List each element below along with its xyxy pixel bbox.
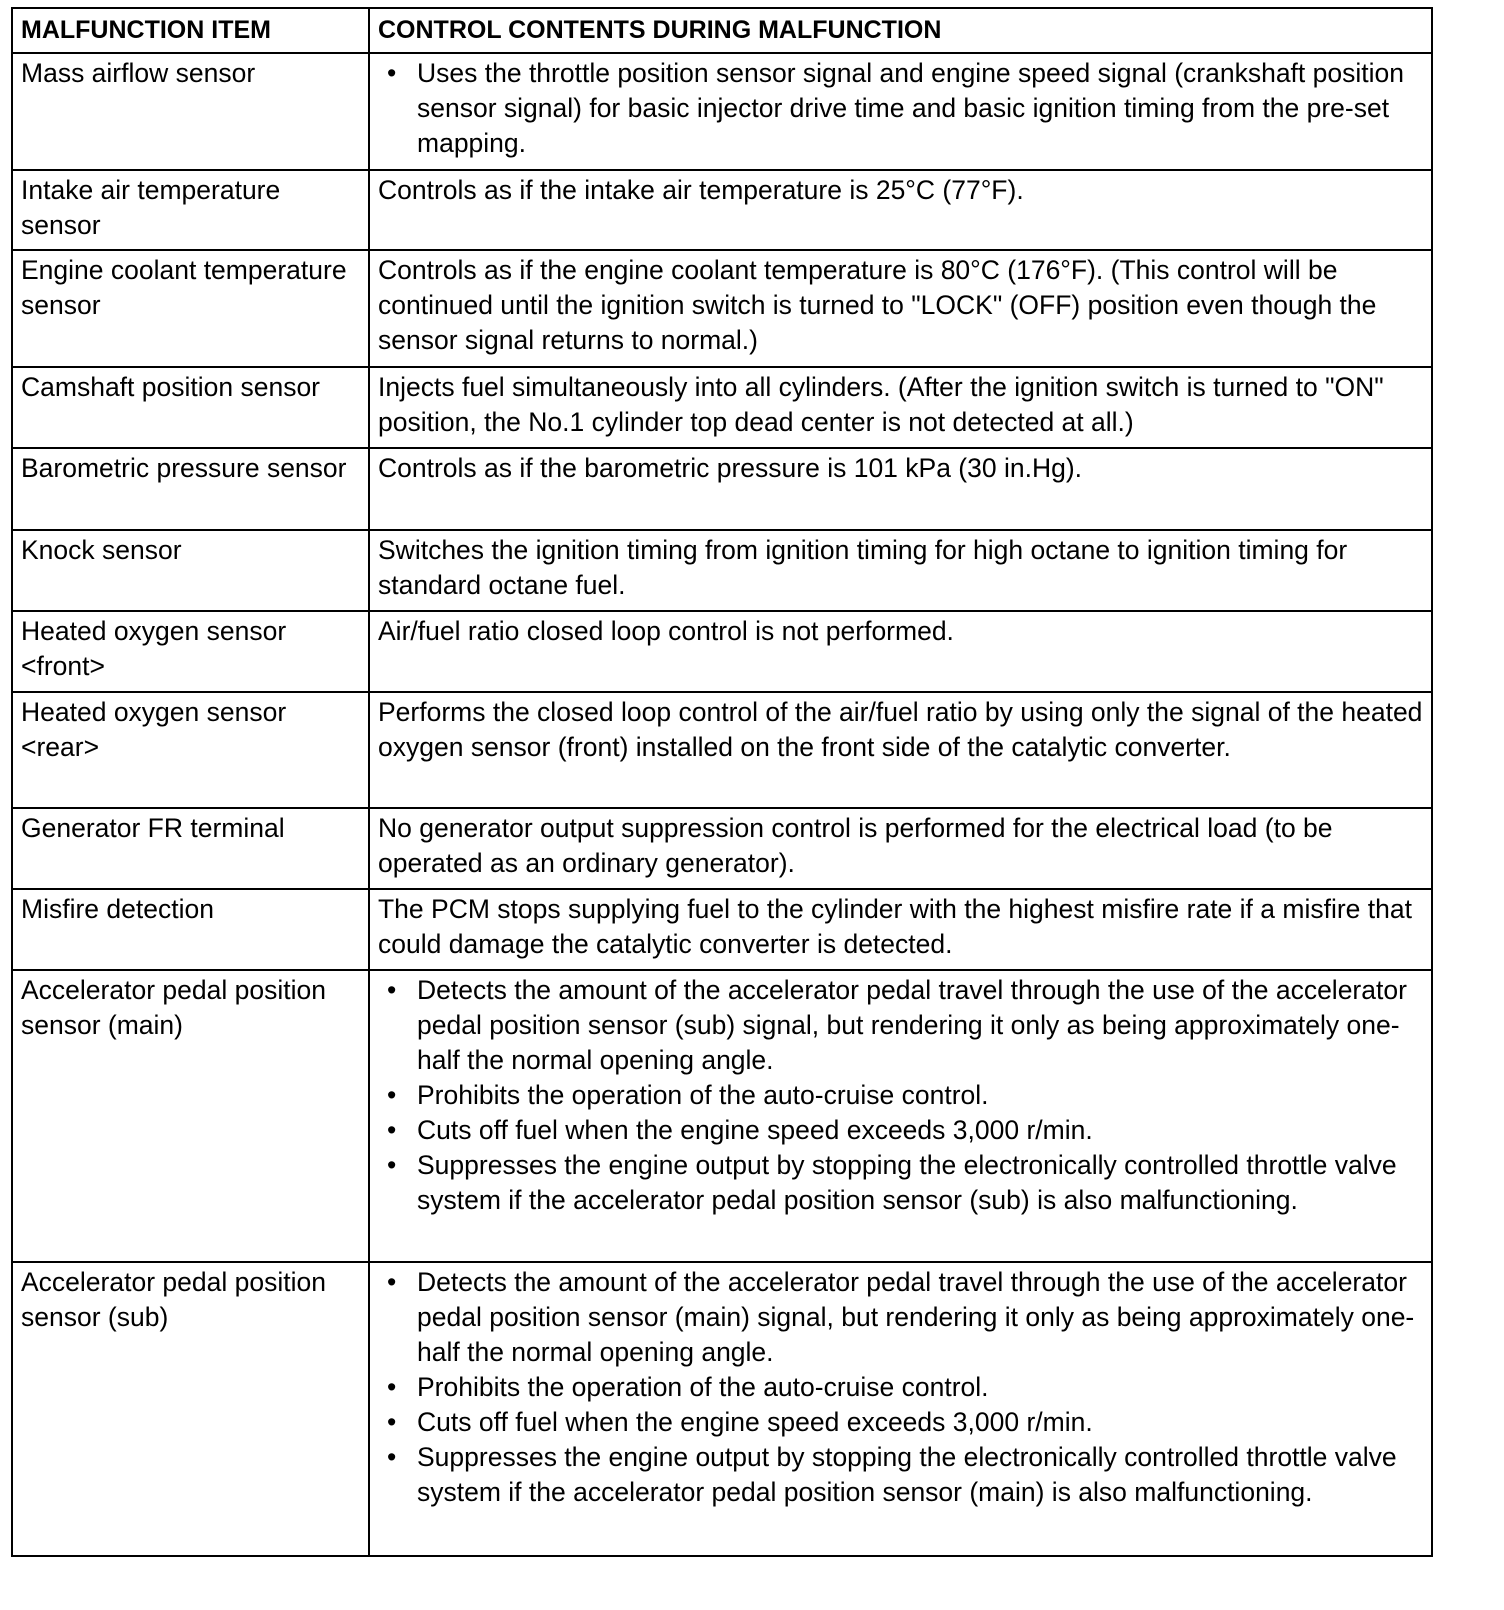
table-row — [12, 448, 1432, 530]
malfunction-item: Engine coolant temperature sensor — [12, 250, 369, 367]
control-contents: Controls as if the engine coolant temperature is 80°C (176°F). (This control will be continued until the ignition switch is turned to "LOCK" (OFF) position even though the sensor signal returns to normal.) — [369, 250, 1432, 367]
bullet-item: • Cuts off fuel when the engine speed exceeds 3,000 r/min. — [417, 1113, 1423, 1148]
malfunction-item: Knock sensor — [12, 530, 369, 611]
bullet-item: • Suppresses the engine output by stopping the electronically controlled throttle valve system if the accelerator pedal position sensor (main) is also malfunctioning. — [417, 1440, 1423, 1510]
bullet-list — [378, 973, 1423, 1218]
control-contents — [369, 970, 1432, 1262]
table-row — [12, 889, 1432, 970]
control-contents — [369, 53, 1432, 170]
table-row — [12, 611, 1432, 692]
table-row — [12, 170, 1432, 250]
table-row — [12, 530, 1432, 611]
table-row — [12, 1262, 1432, 1556]
malfunction-control-table — [11, 7, 1433, 1557]
control-contents: Performs the closed loop control of the air/fuel ratio by using only the signal of the heated oxygen sensor (front) installed on the front side of the catalytic converter. — [369, 692, 1432, 808]
table-body — [12, 53, 1432, 1556]
control-contents: No generator output suppression control is performed for the electrical load (to be operated as an ordinary generator). — [369, 808, 1432, 889]
table-row — [12, 692, 1432, 808]
table-row — [12, 250, 1432, 367]
malfunction-item: Misfire detection — [12, 889, 369, 970]
bullet-item: • Prohibits the operation of the auto-cruise control. — [417, 1370, 1423, 1405]
malfunction-item: Intake air temperature sensor — [12, 170, 369, 250]
malfunction-item: Accelerator pedal position sensor (main) — [12, 970, 369, 1262]
bullet-item: • Prohibits the operation of the auto-cruise control. — [417, 1078, 1423, 1113]
control-contents: Switches the ignition timing from ignition timing for high octane to ignition timing for standard octane fuel. — [369, 530, 1432, 611]
bullet-item: • Uses the throttle position sensor signal and engine speed signal (crankshaft position sensor signal) for basic injector drive time and basic ignition timing from the pre-set mapping. — [417, 56, 1423, 161]
table-row — [12, 808, 1432, 889]
malfunction-item: Camshaft position sensor — [12, 367, 369, 448]
header-control-contents: CONTROL CONTENTS DURING MALFUNCTION — [369, 8, 1432, 53]
bullet-item: • Detects the amount of the accelerator pedal travel through the use of the accelerator pedal position sensor (main) signal, but rendering it only as being approximately one-half the normal opening angle. — [417, 1265, 1423, 1370]
malfunction-item: Mass airflow sensor — [12, 53, 369, 170]
malfunction-item: Heated oxygen sensor <front> — [12, 611, 369, 692]
bullet-item: • Suppresses the engine output by stopping the electronically controlled throttle valve system if the accelerator pedal position sensor (sub) is also malfunctioning. — [417, 1148, 1423, 1218]
table-row — [12, 53, 1432, 170]
bullet-list — [378, 56, 1423, 161]
control-contents — [369, 1262, 1432, 1556]
malfunction-item: Accelerator pedal position sensor (sub) — [12, 1262, 369, 1556]
bullet-item: • Detects the amount of the accelerator pedal travel through the use of the accelerator pedal position sensor (sub) signal, but rendering it only as being approximately one-half the normal opening angle. — [417, 973, 1423, 1078]
table-header-row — [12, 8, 1432, 53]
malfunction-item: Heated oxygen sensor <rear> — [12, 692, 369, 808]
control-contents: Controls as if the intake air temperature is 25°C (77°F). — [369, 170, 1432, 250]
table-row — [12, 367, 1432, 448]
table-row — [12, 970, 1432, 1262]
control-contents: Injects fuel simultaneously into all cylinders. (After the ignition switch is turned to "ON" position, the No.1 cylinder top dead center is not detected at all.) — [369, 367, 1432, 448]
header-malfunction-item: MALFUNCTION ITEM — [12, 8, 369, 53]
control-contents: The PCM stops supplying fuel to the cylinder with the highest misfire rate if a misfire that could damage the catalytic converter is detected. — [369, 889, 1432, 970]
bullet-item: • Cuts off fuel when the engine speed exceeds 3,000 r/min. — [417, 1405, 1423, 1440]
control-contents: Controls as if the barometric pressure is 101 kPa (30 in.Hg). — [369, 448, 1432, 530]
malfunction-item: Barometric pressure sensor — [12, 448, 369, 530]
bullet-list — [378, 1265, 1423, 1510]
control-contents: Air/fuel ratio closed loop control is not performed. — [369, 611, 1432, 692]
malfunction-item: Generator FR terminal — [12, 808, 369, 889]
